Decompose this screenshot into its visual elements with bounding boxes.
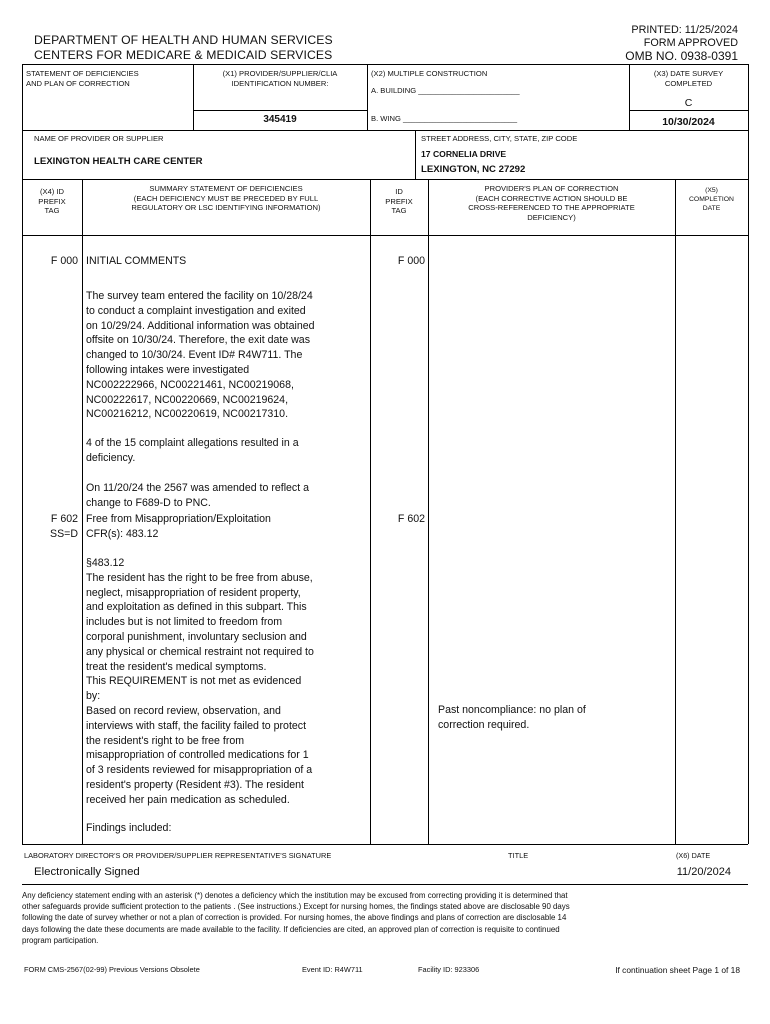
- address-label: STREET ADDRESS, CITY, STATE, ZIP CODE: [421, 134, 578, 143]
- rule: [193, 110, 367, 111]
- rule: [629, 110, 748, 111]
- building-field: A. BUILDING ________________________: [371, 86, 520, 95]
- summary-header: SUMMARY STATEMENT OF DEFICIENCIES (EACH DEFICIENCY MUST BE PRECEDED BY FULL REGULATORY OR LSC IDENTIFYING INFORMATION): [131, 184, 321, 212]
- department-name: DEPARTMENT OF HEALTH AND HUMAN SERVICES: [34, 33, 333, 47]
- x3-label: (X3) DATE SURVEY COMPLETED: [653, 69, 724, 88]
- provider-name-label: NAME OF PROVIDER OR SUPPLIER: [34, 134, 164, 143]
- statement-label: STATEMENT OF DEFICIENCIES AND PLAN OF CORRECTION: [26, 69, 139, 88]
- street-address: 17 CORNELIA DRIVE: [421, 149, 507, 159]
- regulation-paragraph: §483.12 The resident has the right to be free from abuse, neglect, misappropriation of resident property, and exploitation as defined in this subpart. This includes but is not limited to freedom from corporal punishment, involuntary seclusion and any physical or chemical restraint not required to treat the resident's medical symptoms. This REQUIREMENT is not met as evidenced by: Based on record review, observation, and interviews with staff, the facility failed to protect the resident's right to be free from misappropriation of controlled medications for 1 of 3 residents reviewed for misappropriation of a resident's property (Resident #3). The resident received her pain medication as scheduled.: [86, 557, 314, 806]
- event-id: Event ID: R4W711: [302, 965, 363, 974]
- signature-date: 11/20/2024: [676, 866, 731, 878]
- initial-comments-title: INITIAL COMMENTS: [86, 255, 187, 267]
- form-number: FORM CMS-2567(02-99) Previous Versions Obsolete: [24, 965, 200, 974]
- rule: [415, 130, 416, 179]
- rule: [22, 235, 748, 236]
- plan-header: PROVIDER'S PLAN OF CORRECTION (EACH CORRECTIVE ACTION SHOULD BE CROSS-REFERENCED TO THE APPROPRIATE DEFICIENCY): [468, 184, 635, 222]
- disclaimer-text: Any deficiency statement ending with an asterisk (*) denotes a deficiency which the institution may be excused from correcting providing it is determined that other safeguards provide sufficient protection to the patients . (See instructions.) Except for nursing homes, the findings stated above are disclosable 90 days following the date of survey whether or not a plan of correction is provided. For nursing homes, the above findings and plans of correction are disclosable 14 days following the date these documents are made available to the facility. If deficiencies are cited, an approved plan of correction is requisite to continued program participation.: [22, 891, 570, 945]
- rule: [22, 64, 748, 65]
- form-approved: FORM APPROVED: [643, 37, 738, 49]
- amendment-paragraph: On 11/20/24 the 2567 was amended to reflect a change to F689-D to PNC.: [86, 482, 310, 509]
- tag-f000-right: F 000: [397, 255, 425, 267]
- f602-heading: Free from Misappropriation/Exploitation CFR(s): 483.12: [86, 513, 271, 540]
- rule: [367, 64, 368, 130]
- provider-name: LEXINGTON HEALTH CARE CENTER: [34, 156, 203, 167]
- tag-f000: F 000: [50, 255, 78, 267]
- page-indicator: If continuation sheet Page 1 of 18: [615, 965, 740, 975]
- plan-of-correction-text: Past noncompliance: no plan of correction required.: [438, 704, 586, 731]
- x5-header: (X5) COMPLETION DATE: [689, 187, 734, 212]
- provider-id-number: 345419: [263, 114, 297, 125]
- rule: [82, 179, 83, 844]
- rule: [22, 130, 748, 131]
- signature-value: Electronically Signed: [34, 866, 140, 878]
- rule: [748, 64, 749, 844]
- rule: [22, 179, 748, 180]
- centers-name: CENTERS FOR MEDICARE & MEDICAID SERVICES: [34, 48, 333, 62]
- facility-id: Facility ID: 923306: [418, 965, 480, 974]
- agency-header: [34, 33, 333, 63]
- rule: [22, 884, 748, 885]
- rule: [22, 844, 748, 845]
- wing-field: B. WING ___________________________: [371, 114, 518, 123]
- allegations-paragraph: 4 of the 15 complaint allegations resulted in a deficiency.: [86, 437, 299, 464]
- form-approval-block: [625, 24, 738, 63]
- survey-paragraph: The survey team entered the facility on 10/28/24 to conduct a complaint investigation and exited on 10/29/24. Additional information was obtained offsite on 10/30/24. Therefore, the exit date was changed to 10/30/24. Event ID# R4W711. The following intakes were investigated NC002222966, NC00221461, NC00219068, NC00222617, NC00220669, NC00219624, NC00216212, NC00220619, NC00217310.: [86, 290, 315, 421]
- printed-date: PRINTED: 11/25/2024: [631, 24, 738, 36]
- rule: [428, 179, 429, 844]
- tag-f602-right: F 602: [397, 513, 425, 525]
- rule: [675, 179, 676, 844]
- signature-label: LABORATORY DIRECTOR'S OR PROVIDER/SUPPLIER REPRESENTATIVE'S SIGNATURE: [24, 851, 332, 860]
- survey-code: C: [684, 97, 693, 109]
- x1-label: (X1) PROVIDER/SUPPLIER/CLIA IDENTIFICATION NUMBER:: [222, 69, 338, 88]
- x2-label: (X2) MULTIPLE CONSTRUCTION: [371, 69, 488, 78]
- findings-label: Findings included:: [86, 822, 172, 834]
- city-state-zip: LEXINGTON, NC 27292: [421, 164, 526, 175]
- signature-date-label: (X6) DATE: [676, 851, 711, 860]
- title-label: TITLE: [508, 851, 529, 860]
- tag-f602: F 602 SS=D: [50, 513, 78, 540]
- rule: [22, 64, 23, 844]
- x4-header: (X4) ID PREFIX TAG: [38, 187, 66, 215]
- survey-completed-date: 10/30/2024: [662, 116, 715, 128]
- id-header: ID PREFIX TAG: [385, 187, 413, 215]
- omb-number: OMB NO. 0938-0391: [625, 49, 738, 63]
